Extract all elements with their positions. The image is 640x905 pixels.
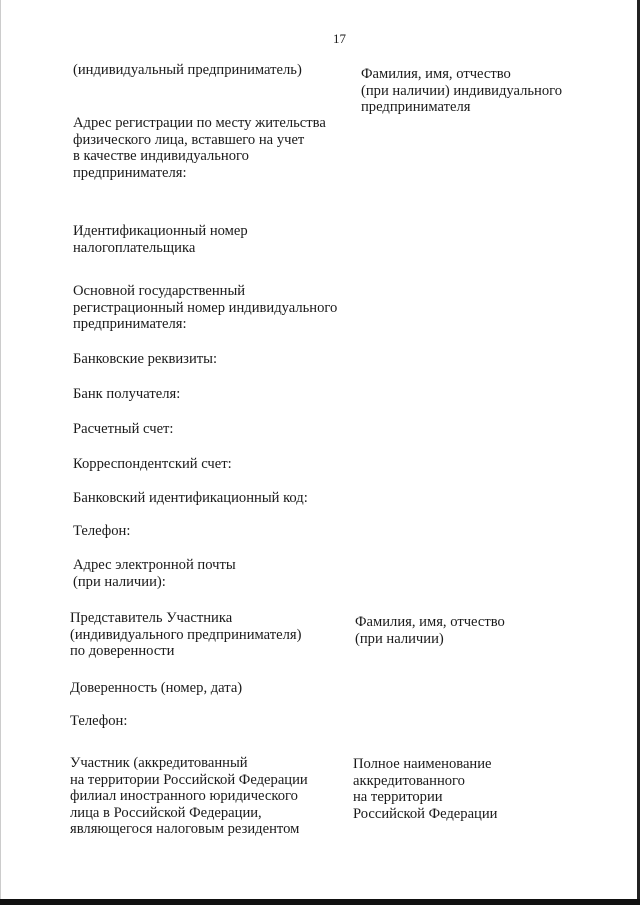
page-number: 17 [333,31,346,46]
text-line: Полное наименование [353,756,492,772]
text-line: предпринимателя [361,99,471,115]
scan-left-edge [0,0,1,905]
email-label [73,557,236,590]
text-line: предпринимателя: [73,164,187,181]
text-line: Участник (аккредитованный [70,755,248,771]
scan-bottom-edge [0,899,640,905]
ogrn-label [73,283,337,333]
account-label [73,421,173,438]
text-line: Расчетный счет: [73,421,174,437]
text-line: (индивидуального предпринимателя) [70,626,302,643]
text-line: Корреспондентский счет: [73,456,232,472]
text-line: на территории [353,789,443,805]
address-label [73,115,326,181]
power-of-attorney-label [70,680,242,697]
text-line: (при наличии) [355,630,444,647]
text-line: предпринимателя: [73,316,187,332]
full-name-branch-label [353,756,498,822]
text-line: по доверенности [70,643,175,659]
text-line: Идентификационный номер [73,223,248,239]
text-line: Фамилия, имя, отчество [355,614,505,630]
text-line: Адрес электронной почты [73,557,236,573]
bank-name-label [73,386,180,403]
text-line: Представитель Участника [70,610,233,626]
fio-representative-label [355,614,505,647]
text-line: налогоплательщика [73,239,196,256]
text-line: (индивидуальный предприниматель) [73,62,302,78]
text-line: в качестве индивидуального [73,148,249,164]
bank-details-label [73,351,217,368]
text-line: Банк получателя: [73,386,181,402]
text-line: (при наличии) индивидуального [361,82,563,99]
inn-label [73,223,248,256]
participant-branch-label [70,755,308,838]
text-line: (при наличии): [73,573,166,590]
text-line: филиал иностранного юридического [70,788,298,804]
text-line: Телефон: [73,523,131,539]
text-line: Адрес регистрации по месту жительства [73,115,326,131]
text-line: Телефон: [70,713,128,729]
text-line: Доверенность (номер, дата) [70,680,243,696]
text-line: являющегося налоговым резидентом [70,821,300,837]
fio-ip-label [361,66,562,116]
text-line: Банковский идентификационный код: [73,490,308,506]
bik-label [73,490,308,507]
text-line: Основной государственный [73,283,246,299]
text-line: Российской Федерации [353,805,498,822]
representative-label [70,610,301,660]
corr-account-label [73,456,232,473]
text-line: регистрационный номер индивидуального [73,299,338,316]
text-line: Фамилия, имя, отчество [361,66,511,82]
text-line: аккредитованного [353,772,465,789]
phone-label-2 [70,713,127,730]
text-line: физического лица, вставшего на учет [73,131,305,148]
text-line: на территории Российской Федерации [70,771,308,788]
phone-label [73,523,130,540]
text-line: Банковские реквизиты: [73,351,217,367]
ip-paren-label [73,62,302,79]
text-line: лица в Российской Федерации, [70,804,262,821]
